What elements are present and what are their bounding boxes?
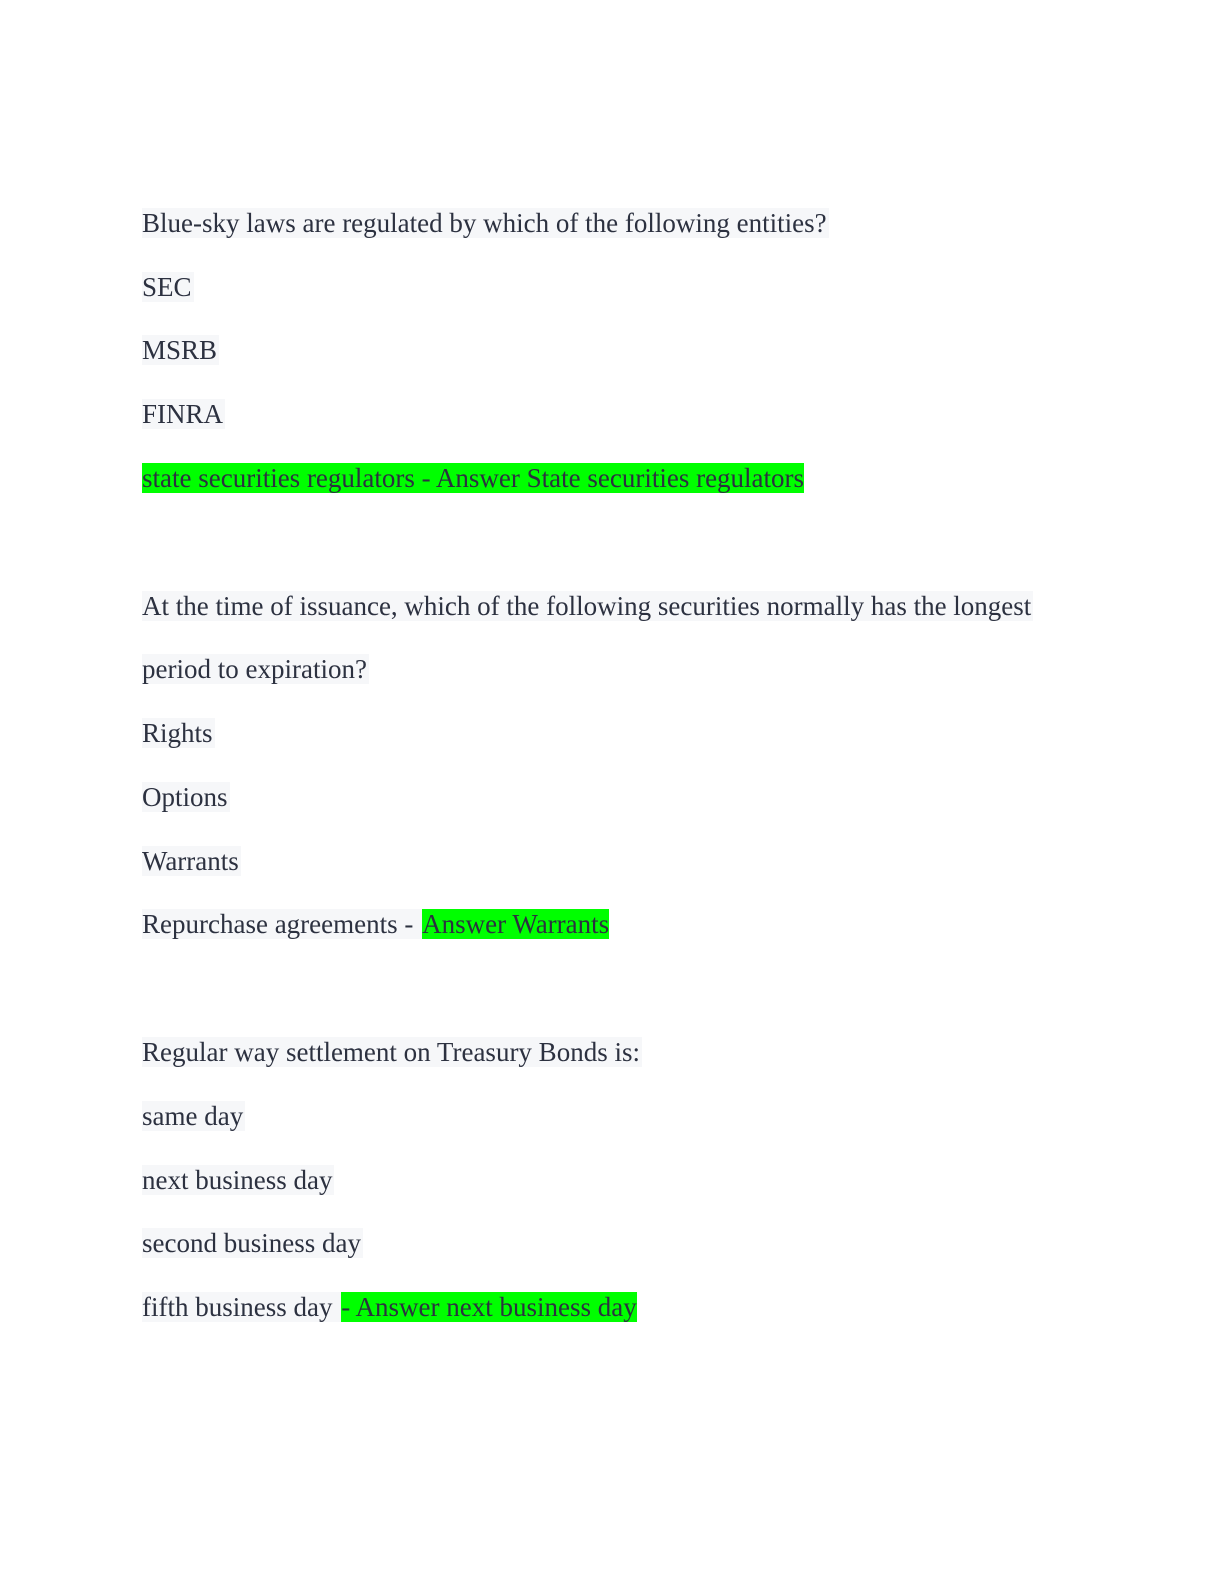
question-2-option-2: Options <box>142 782 228 812</box>
question-2-line-1: At the time of issuance, which of the following securities normally has the longest <box>142 591 1032 621</box>
question-1-option-1: SEC <box>142 272 192 302</box>
question-3-answer: - Answer next business day <box>341 1292 637 1322</box>
question-3-option-3: second business day <box>142 1228 361 1258</box>
question-3-line-1: Regular way settlement on Treasury Bonds is: <box>142 1037 640 1067</box>
question-3-text <box>142 1035 642 1069</box>
question-1-answer: state securities regulators - Answer State securities regulators <box>142 463 805 493</box>
question-2-answer: Answer Warrants <box>422 909 610 939</box>
question-1-option-3: FINRA <box>142 399 224 429</box>
question-2-line-2: period to expiration? <box>142 654 367 684</box>
question-3-last-option: fifth business day <box>142 1292 340 1322</box>
question-2-last-option: Repurchase agreements - <box>142 909 421 939</box>
question-2-answer-line <box>142 907 609 941</box>
question-1-line-1: Blue-sky laws are regulated by which of the following entities? <box>142 208 827 238</box>
question-1-text <box>142 206 829 240</box>
question-2-option-3: Warrants <box>142 846 239 876</box>
question-2-option-1: Rights <box>142 718 213 748</box>
question-2-text-continued <box>142 652 369 686</box>
question-1-answer-line <box>142 461 804 495</box>
question-3-option-1: same day <box>142 1101 244 1131</box>
question-2-text <box>142 589 1033 623</box>
question-3-answer-line <box>142 1290 637 1324</box>
question-1-option-2: MSRB <box>142 335 218 365</box>
question-3-option-2: next business day <box>142 1165 333 1195</box>
